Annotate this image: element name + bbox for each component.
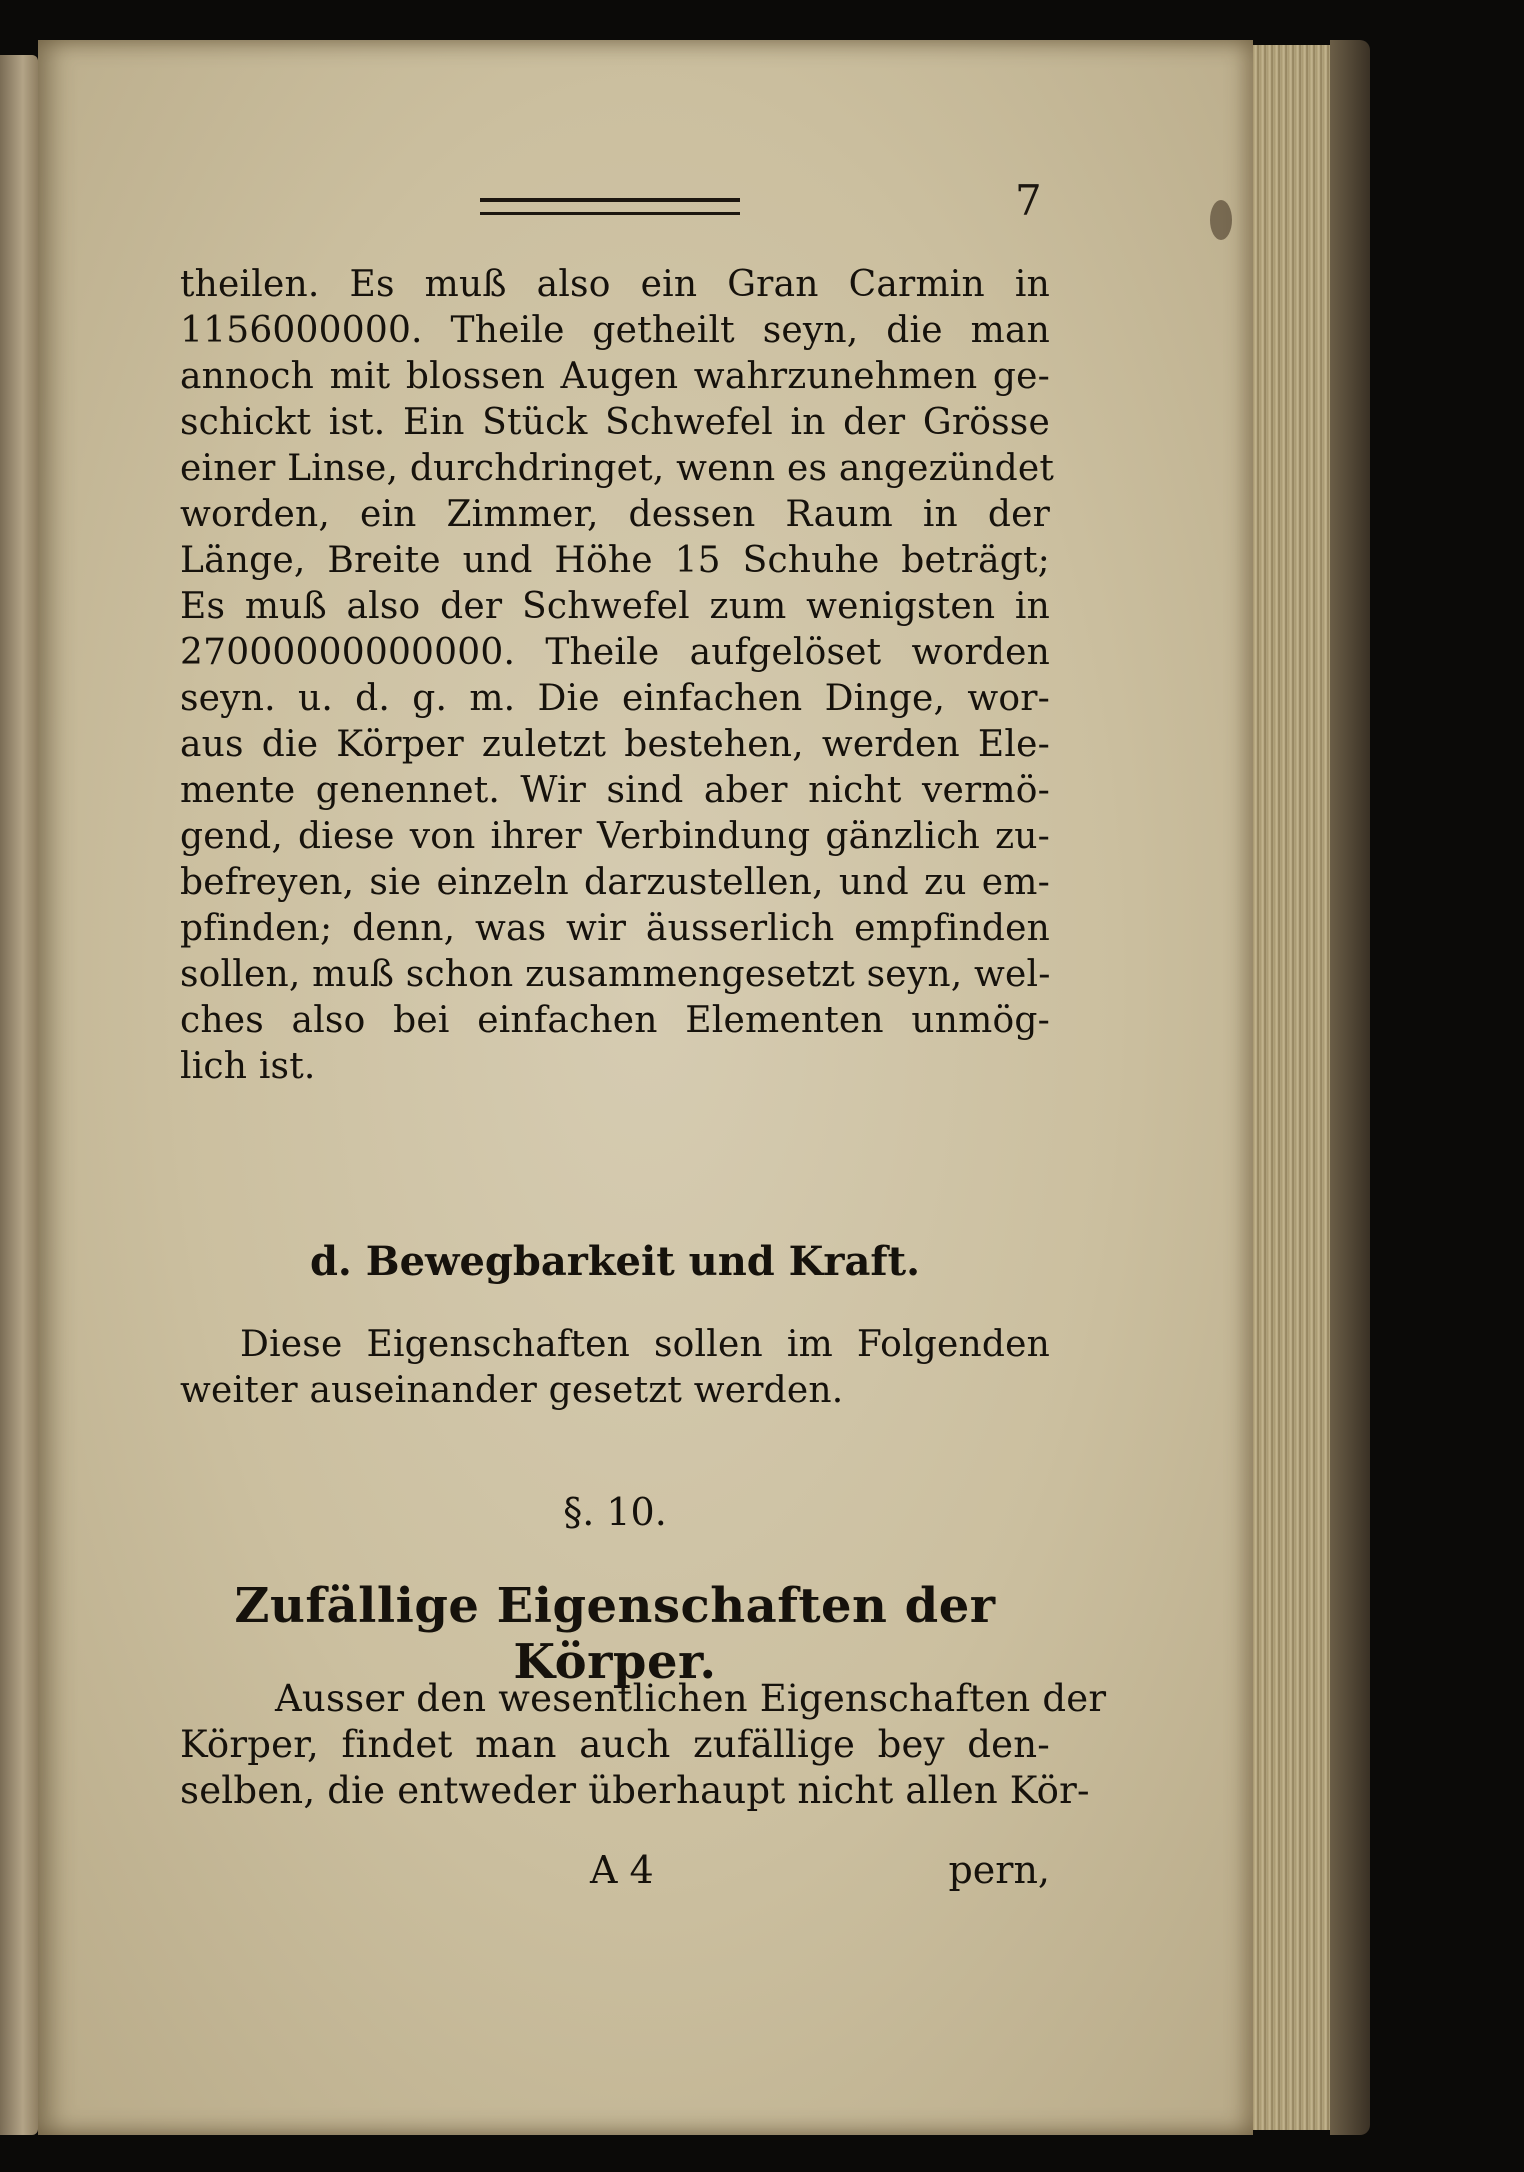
text-line: Ausser den wesentlichen Eigenschaften der: [275, 1677, 1107, 1720]
catchword: pern,: [948, 1848, 1050, 1892]
text-line: Es muß also der Schwefel zum wenigsten in: [180, 586, 1050, 627]
subheading: d. Bewegbarkeit und Kraft.: [309, 1238, 921, 1285]
text-line: mente genennet. Wir sind aber nicht vermö-: [180, 770, 1050, 811]
text-line: Körper, findet man auch zufällige bey den-: [180, 1723, 1050, 1766]
text-line: Diese Eigenschaften sollen im Folgenden: [240, 1324, 1050, 1365]
facing-page-edge: [0, 55, 38, 2135]
text-line: theilen. Es muß also ein Gran Carmin in: [180, 264, 1050, 305]
text-line: ches also bei einfachen Elementen unmög-: [180, 1000, 1050, 1041]
text-line: worden, ein Zimmer, dessen Raum in der: [180, 494, 1050, 535]
paragraph-2: [180, 1322, 1050, 1414]
signature-mark: A 4: [590, 1848, 654, 1892]
text-line: aus die Körper zuletzt bestehen, werden Ele-: [180, 724, 1050, 765]
header-rule: [480, 198, 740, 215]
paragraph-1: [180, 262, 1054, 1090]
text-line: schickt ist. Ein Stück Schwefel in der Grösse: [180, 402, 1050, 443]
section-number: §. 10.: [563, 1490, 667, 1534]
text-line: pfinden; denn, was wir äusserlich empfinden: [180, 908, 1050, 949]
text-line: befreyen, sie einzeln darzustellen, und zu em-: [180, 862, 1050, 903]
text-line: weiter auseinander gesetzt werden.: [180, 1370, 844, 1411]
ink-stain: [1210, 200, 1232, 240]
page-header: [480, 176, 1042, 228]
text-line: gend, diese von ihrer Verbindung gänzlich zu-: [180, 816, 1050, 857]
text-line: selben, die entweder überhaupt nicht allen Kör-: [180, 1769, 1090, 1812]
paragraph-3: [180, 1676, 1107, 1814]
text-line: 27000000000000. Theile aufgelöset worden: [180, 632, 1050, 673]
text-line: sollen, muß schon zusammengesetzt seyn, wel-: [180, 954, 1051, 995]
section-title: Zufällige Eigenschaften der Körper.: [234, 1578, 996, 1690]
book-cover-edge: [1330, 40, 1370, 2135]
text-line: seyn. u. d. g. m. Die einfachen Dinge, wor-: [180, 678, 1050, 719]
page-number: 7: [1015, 176, 1042, 225]
text-line: lich ist.: [180, 1046, 316, 1087]
text-line: einer Linse, durchdringet, wenn es angezündet: [180, 448, 1054, 489]
text-line: Länge, Breite und Höhe 15 Schuhe beträgt;: [180, 540, 1050, 581]
text-line: 1156000000. Theile getheilt seyn, die man: [180, 310, 1050, 351]
page-footer: [180, 1848, 1050, 1894]
text-line: annoch mit blossen Augen wahrzunehmen ge-: [180, 356, 1050, 397]
